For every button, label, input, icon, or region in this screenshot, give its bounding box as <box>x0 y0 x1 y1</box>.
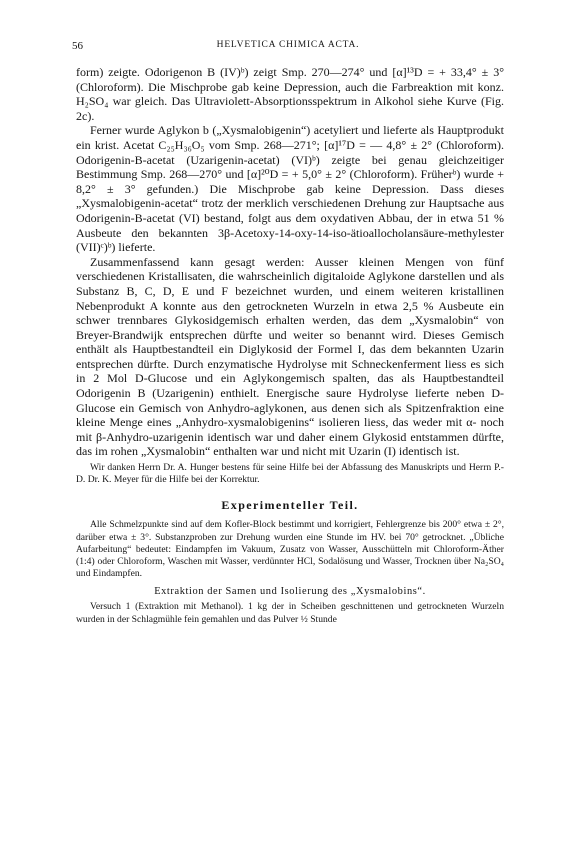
main-text <box>76 65 504 459</box>
journal-title: HELVETICA CHIMICA ACTA. <box>216 40 360 50</box>
paragraph-continuation: form) zeigte. Odorigenon B (IV)ᵇ) zeigt Smp. 270—274° und [α]¹³D = + 33,4° ± 3° (Chloroform). Die Mischprobe gab keine Depression, auch die Farbreaktion mit konz. H₂SO₄ war gleich. Das Ultraviolett-Absorptionsspektrum in Alkohol siehe Kurve (Fig. 2c). <box>76 65 504 123</box>
running-header <box>72 40 504 54</box>
section-title-experimental: Experimenteller Teil. <box>221 498 359 513</box>
page-number: 56 <box>72 40 83 52</box>
acknowledgement-block <box>76 462 504 486</box>
experimental-intro: Alle Schmelzpunkte sind auf dem Kofler-Block bestimmt und korrigiert, Fehlergrenze bis 200° etwa ± 2°, darüber etwa ± 3°. Substanzproben zur Drehung wurden eine Stunde im HV. bei 70° getrocknet. „Übliche Aufarbeitung“ bedeutet: Eindampfen im Vakuum, Zusatz von Wasser, Ausschütteln mit Chloroform-Äther (1:4) oder Chloroform, Waschen mit Wasser, verdünnter HCl, Sodalösung und Wasser, Trocknen über Na₂SO₄ und Eindampfen. <box>76 519 504 580</box>
paragraph-acetylation: Ferner wurde Aglykon b („Xysmalobigenin“) acetyliert und lieferte als Hauptprodukt ein krist. Acetat C₂₅H₃₆O₅ vom Smp. 268—271°; [α]¹⁷D = — 4,8° ± 2° (Chloroform). Odorigenin-B-acetat (Uzarigenin-acetat) (VI)ᵇ) zeigte bei genau gleichzeitiger Bestimmung Smp. 268—270° und [α]²⁰D = + 5,0° ± 2° (Chloroform). Früherᵇ) wurde + 8,2° ± 3° gefunden.) Die Mischprobe gab keine Depression. Dass dieses „Xysmalobigenin-acetat“ trotz der merklich verschiedenen Drehung zur Hauptsache aus Odorigenin-B-acetat (VI) bestand, folgt aus dem oxydativen Abbau, der in etwa 51 % Ausbeute den bekannten 3β-Acetoxy-14-oxy-14-iso-ätioallocholansäure-methylester (VII)ᶜ)ᵇ) lieferte. <box>76 123 504 255</box>
acknowledgement-text: Wir danken Herrn Dr. A. Hunger bestens für seine Hilfe bei der Abfassung des Manuskripts und Herrn P.-D. Dr. K. Meyer für die Hilfe bei der Korrektur. <box>76 462 504 486</box>
subsection-title-extraction: Extraktion der Samen und Isolierung des „Xysmalobins“. <box>154 586 426 598</box>
experimental-text <box>76 519 504 625</box>
paragraph-summary: Zusammenfassend kann gesagt werden: Ausser kleinen Mengen von fünf verschiedenen Kristallisaten, die wahrscheinlich digitaloide Aglykone darstellen und als Substanz B, C, D, E und F bezeichnet wurden, und einem weiteren kristallinen Nebenprodukt A konnte aus den getrockneten Wurzeln in etwa 2,5 % Ausbeute ein schwer trennbares Glykosidgemisch erhalten werden, das dem „Xysmalobin“ von Breyer-Brandwijk entsprechen dürfte und weiter so benannt wird. Dieses Gemisch enthält als Hauptbestandteil ein Diglykosid der Formel I, das dem bekannten Uzarin entsprechen dürfte. Durch enzymatische Hydrolyse mit Schneckenferment liess es sich in 2 Mol D-Glucose und ein Aglykongemisch spalten, das als Hauptbestandteil Odorigenin B (Uzarigenin) enthielt. Energische saure Hydrolyse lieferte neben D-Glucose ein Gemisch von Anhydro-aglykonen, aus denen sich als Spitzenfraktion eine kleine Menge eines „Anhydro-xysmalobigenins“ isolieren liess, das weder mit α- noch mit β-Anhydro-uzarigenin identisch war und daher einem Glykosid entstammen dürfte, das im rohen „Xysmalobin“ enthalten war und nicht mit Uzarin (I) identisch ist. <box>76 254 504 459</box>
versuch-1-text: Versuch 1 (Extraktion mit Methanol). 1 kg der in Scheiben geschnittenen und getrockneten Wurzeln wurden in der Schlagmühle fein gemahlen und das Pulver ½ Stunde <box>76 601 504 625</box>
page-body <box>76 65 504 626</box>
